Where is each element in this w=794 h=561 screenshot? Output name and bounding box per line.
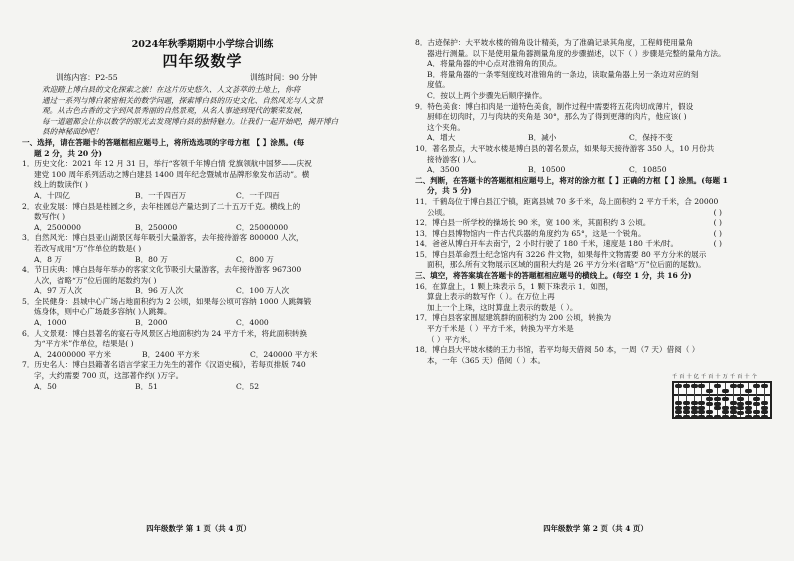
option-c: C．一千四百 bbox=[236, 190, 280, 200]
option-b: B．80 万 bbox=[135, 254, 168, 264]
option-c: C．10850 bbox=[629, 165, 667, 175]
question-1-cont: 建党 100 周年系列活动之博白建县 1400 周年纪念暨城市品牌形象发布活动”。横 bbox=[34, 169, 310, 179]
abacus-lower-bead bbox=[722, 397, 729, 401]
question-3: 3．自然风光：博白县亚山湖景区每年吸引大量游客，去年接待游客 800000 人次， bbox=[22, 233, 304, 243]
abacus-lower-bead bbox=[753, 402, 760, 406]
question-4-options bbox=[22, 286, 383, 297]
abacus-lower-bead bbox=[675, 406, 682, 410]
question-6-cont: 为“平方米”作单位，结果是( ) bbox=[34, 339, 134, 349]
abacus-lower-bead bbox=[753, 415, 760, 419]
question-1: 1．历史文化：2021 年 12 月 31 日，举行“客领千年博白情 党旗领航中国梦——庆祝 bbox=[22, 159, 312, 169]
abacus-upper-bead bbox=[737, 384, 744, 388]
abacus-lower-bead bbox=[691, 410, 698, 414]
abacus-lower-bead bbox=[698, 410, 705, 414]
abacus-upper-bead bbox=[706, 389, 713, 393]
option-c: C．100 万人次 bbox=[236, 286, 290, 296]
option-b: B．2400 平方米 bbox=[142, 349, 200, 359]
abacus-lower-bead bbox=[761, 401, 768, 405]
intro-paragraph bbox=[22, 85, 383, 138]
answer-paren: ( ) bbox=[713, 218, 722, 228]
abacus-upper-bead bbox=[722, 389, 729, 393]
abacus-lower-bead bbox=[722, 415, 729, 419]
abacus-lower-bead bbox=[675, 415, 682, 419]
option-a: A．1000 bbox=[34, 318, 67, 328]
question-7: 7．历史名人：博白县籍著名语言学家王力先生的著作《汉语史稿》，若每页排版 740 bbox=[22, 360, 306, 370]
question-10-cont: 接待游客( )人。 bbox=[427, 154, 481, 164]
option-b: B．2000 bbox=[135, 318, 168, 328]
abacus-lower-bead bbox=[683, 406, 690, 410]
question-17: 17．博白县客家围屋建筑群的面积约为 200 公顷，转换为 bbox=[415, 313, 612, 323]
question-1-options bbox=[22, 191, 383, 202]
training-time: 训练时间：90 分钟 bbox=[250, 73, 317, 82]
question-5: 5．全民健身：县城中心广场占地面积约为 2 公顷，如果每公顷可容纳 1000 人跳舞锻 bbox=[22, 296, 312, 306]
abacus-lower-bead bbox=[737, 402, 744, 406]
abacus-lower-bead bbox=[761, 415, 768, 419]
question-18: 18．博白县大平坡水楼的王力书馆，若平均每天借阅 50 本，一周（7 天）借阅（ ） bbox=[415, 345, 700, 355]
intro-line: 县的神秘面纱吧！ bbox=[42, 127, 103, 137]
abacus-upper-bead bbox=[761, 384, 768, 388]
abacus-lower-bead bbox=[675, 410, 682, 414]
abacus-lower-bead bbox=[761, 406, 768, 410]
abacus-lower-bead bbox=[737, 397, 744, 401]
abacus-lower-bead bbox=[730, 401, 737, 405]
question-11: 11．千鹤岛位于博白县江宁镇，距离县城 70 多千米，岛上面积约 2 平方千米，合 20000 bbox=[415, 196, 719, 206]
question-12 bbox=[415, 218, 774, 229]
question-18-cont: 本，一年（365 天）借阅（ ）本。 bbox=[427, 355, 546, 365]
option-a: A．增大 bbox=[427, 133, 456, 143]
intro-line: 观。从古色古香的文字到风景秀丽的自然景观，从名人事迹到现代的繁荣发展， bbox=[42, 106, 308, 116]
option-a: A．8 万 bbox=[34, 254, 62, 264]
abacus-upper-bead bbox=[691, 384, 698, 388]
question-7-options bbox=[22, 382, 383, 393]
abacus-lower-bead bbox=[691, 406, 698, 410]
option-b: B．10500 bbox=[528, 165, 566, 175]
abacus-lower-bead bbox=[706, 402, 713, 406]
abacus-lower-bead bbox=[722, 410, 729, 414]
abacus-lower-bead bbox=[706, 415, 713, 419]
exam-info bbox=[22, 71, 383, 85]
question-10: 10．著名景点，大平坡水楼是博白县的著名景点，如果每天接待游客 350 人，10 月份共 bbox=[415, 143, 715, 153]
option-b: B．51 bbox=[135, 381, 158, 391]
question-10-options bbox=[415, 165, 774, 176]
training-content: 训练内容：P2-55 bbox=[56, 73, 118, 82]
page-2 bbox=[397, 0, 794, 561]
question-8-cont: 器进行测量。以下是使用量角器测量角度的步骤描述，以下（ ）步骤是完整的量角方法。 bbox=[427, 48, 726, 58]
question-14-text: 14．爸爸从博白开车去南宁，2 小时行驶了 180 千米，速度是 180 千米/时。 bbox=[415, 239, 679, 249]
abacus-upper-bead bbox=[698, 384, 705, 388]
abacus-lower-bead bbox=[698, 401, 705, 405]
page-2-footer: 四年级数学 第 2 页（共 4 页） bbox=[543, 524, 648, 534]
question-2-cont: 数写作( ) bbox=[34, 212, 66, 222]
question-12-text: 12．博白县一所学校的操场长 90 米，宽 100 米，其面积约 3 公顷。 bbox=[415, 218, 651, 228]
question-2-options bbox=[22, 223, 383, 234]
question-3-options bbox=[22, 255, 383, 266]
section-1-heading: 一、选择，请在答题卡的答题框相应题号上，将所选选项的字母方框 【 】涂黑。(每 bbox=[22, 137, 305, 147]
answer-paren: ( ) bbox=[713, 207, 722, 217]
question-15-cont: 面积，那么所有文物展示区域的面积大约是 26 平方分米(省略“万”位后面的尾数)。 bbox=[427, 260, 706, 270]
exam-top-title: 2024年秋季期期中小学综合训练 bbox=[131, 39, 274, 50]
question-8-step-c: C．按以上两个步骤先后顺序操作。 bbox=[427, 90, 547, 100]
abacus-lower-bead bbox=[706, 397, 713, 401]
question-11-tail: 公顷。 bbox=[427, 207, 450, 217]
option-a: A．24000000 平方米 bbox=[34, 349, 111, 359]
option-b: B．96 万人次 bbox=[135, 286, 184, 296]
abacus-frame bbox=[672, 381, 772, 419]
option-c: C．保持不变 bbox=[629, 133, 673, 143]
section-2-heading-cont: 分，共 5 分) bbox=[427, 186, 472, 196]
section-2-heading: 二、判断，在答题卡的答题框相应题号上，将对的涂方框【 】正确的方框【 】涂黑。(每题 1 bbox=[415, 175, 728, 185]
question-1-cont: 线上的数读作( ) bbox=[34, 180, 88, 190]
abacus-upper-bead bbox=[675, 384, 682, 388]
abacus-lower-bead bbox=[691, 415, 698, 419]
abacus-lower-bead bbox=[730, 415, 737, 419]
question-15: 15．博白县革命烈士纪念馆内有 3226 件文物，如果每件文物需要 80 平方分米的展示 bbox=[415, 249, 707, 259]
answer-paren: ( ) bbox=[713, 228, 722, 238]
abacus-figure bbox=[672, 374, 772, 424]
abacus-lower-bead bbox=[745, 415, 752, 419]
abacus-lower-bead bbox=[753, 397, 760, 401]
question-13-text: 13．博白县博物馆内一件古代兵器的角度约为 65°，这是一个锐角。 bbox=[415, 228, 646, 238]
question-3-cont: 若改写成用“万”作单位的数是( ) bbox=[34, 243, 142, 253]
abacus-lower-bead bbox=[761, 410, 768, 414]
abacus-upper-bead bbox=[730, 384, 737, 388]
abacus-lower-bead bbox=[745, 410, 752, 414]
abacus-lower-bead bbox=[745, 406, 752, 410]
question-14 bbox=[415, 239, 774, 250]
option-a: A．3500 bbox=[427, 165, 460, 175]
question-17-cont: （ ）平方米。 bbox=[427, 334, 475, 344]
abacus-lower-bead bbox=[675, 401, 682, 405]
abacus-lower-bead bbox=[737, 406, 744, 410]
abacus-lower-bead bbox=[691, 401, 698, 405]
section-1-heading-cont: 题 2 分，共 20 分) bbox=[34, 148, 102, 158]
question-9-cont: 厨师在切肉时，刀与肉块的夹角是 30°，那么为了得到更薄的肉片，他应该( ) bbox=[427, 112, 687, 122]
option-b: B．一千四百万 bbox=[135, 190, 187, 200]
question-8-step-b-cont: 度值。 bbox=[427, 80, 450, 90]
intro-line: 通过一系列与博白紧密相关的数学问题，探索博白县的历史文化、自然风光与人文景 bbox=[42, 95, 323, 105]
abacus-lower-bead bbox=[683, 401, 690, 405]
option-a: A．50 bbox=[34, 381, 57, 391]
question-8-step-b: B．将量角器的一条零刻度线对准锦角的一条边，读取量角器上另一条边对应的刻 bbox=[427, 69, 699, 79]
exam-main-title: 四年级数学 bbox=[162, 52, 243, 70]
option-a: A．97 万人次 bbox=[34, 286, 82, 296]
option-a: A．十四亿 bbox=[34, 190, 70, 200]
abacus-lower-bead bbox=[714, 397, 721, 401]
abacus-lower-bead bbox=[730, 406, 737, 410]
question-8: 8．古迹保护：大平坡水楼的锦角设计精美，为了准确记录其角度，工程师使用量角 bbox=[415, 38, 694, 47]
question-5-cont: 炼身体，则中心广场最多容纳( )人跳舞。 bbox=[34, 307, 172, 317]
question-7-cont: 字，大约需要 700 页，这部著作约( )万字。 bbox=[34, 371, 184, 381]
question-13 bbox=[415, 229, 774, 240]
abacus-lower-bead bbox=[714, 415, 721, 419]
question-9-cont: 这个夹角。 bbox=[427, 122, 465, 132]
question-16: 16．在算盘上，1 颗上珠表示 5，1 颗下珠表示 1．如图， bbox=[415, 281, 614, 291]
abacus-lower-bead bbox=[745, 401, 752, 405]
option-b: B．减小 bbox=[528, 133, 557, 143]
question-17-cont: 平方千米是（ ）平方千米，转换为平方米是 bbox=[427, 324, 574, 334]
abacus-lower-bead bbox=[683, 410, 690, 414]
question-9: 9．特色美食：博白扣肉是一道特色美食，制作过程中需要将五花肉切成薄片，假设 bbox=[415, 101, 694, 111]
question-4: 4．节日庆典：博白县每年举办的客家文化节吸引大量游客，去年接待游客 967300 bbox=[22, 265, 302, 275]
abacus-lower-bead bbox=[753, 410, 760, 414]
abacus-upper-bead bbox=[745, 389, 752, 393]
option-a: A．2500000 bbox=[34, 222, 81, 232]
question-16-cont: 加上一个上珠，这时算盘上表示的数是（ ）。 bbox=[427, 302, 578, 312]
question-8-step-a: A．将量角器的中心点对准锦角的顶点。 bbox=[427, 59, 562, 69]
question-6-options bbox=[22, 350, 383, 361]
option-c: C．800 万 bbox=[236, 254, 274, 264]
abacus-upper-bead bbox=[683, 384, 690, 388]
abacus-lower-bead bbox=[722, 406, 729, 410]
option-c: C．52 bbox=[236, 381, 260, 391]
question-16-cont: 算盘上表示的数写作（ ）。在万位上再 bbox=[427, 292, 555, 302]
question-9-options bbox=[415, 133, 774, 144]
abacus-lower-bead bbox=[698, 406, 705, 410]
abacus-lower-bead bbox=[706, 410, 713, 414]
answer-paren: ( ) bbox=[713, 239, 722, 249]
abacus-lower-bead bbox=[737, 411, 744, 415]
question-6: 6．人文景观：博白县著名的宴石寺风景区占地面积约为 24 平方千米，将此面积转换 bbox=[22, 328, 308, 338]
intro-line: 欢迎踏上博白县的文化探索之旅！在这片历史悠久、人文荟萃的土地上，你将 bbox=[42, 85, 301, 94]
option-c: C．4000 bbox=[236, 318, 269, 328]
question-5-options bbox=[22, 318, 383, 329]
abacus-place-labels: 千 百 十 亿 千 百 十 万 千 百 十 个 bbox=[672, 374, 757, 380]
question-11-cont bbox=[415, 208, 774, 219]
option-b: B．250000 bbox=[135, 222, 178, 232]
abacus-upper-bead bbox=[753, 384, 760, 388]
option-c: C．25000000 bbox=[236, 222, 289, 232]
section-3-heading: 三、填空，将答案填在答题卡的答题框相应题号的横线上。(每空 1 分，共 16 分) bbox=[415, 271, 692, 281]
abacus-lower-bead bbox=[714, 406, 721, 410]
abacus-lower-bead bbox=[698, 415, 705, 419]
abacus-lower-bead bbox=[683, 415, 690, 419]
question-2: 2．农业发展：博白县是桂圆之乡，去年桂圆总产量达到了二十五万千克。横线上的 bbox=[22, 201, 301, 211]
intro-line: 每一道题都会让你以数学的眼光去发现博白县的独特魅力。让我们一起开始吧，揭开博白 bbox=[42, 116, 339, 126]
question-4-cont: 人次，省略“万”位后面的尾数约为( ) bbox=[34, 275, 157, 285]
abacus-lower-bead bbox=[730, 410, 737, 414]
abacus-lower-bead bbox=[714, 402, 721, 406]
page-1-footer: 四年级数学 第 1 页（共 4 页） bbox=[146, 524, 251, 534]
option-c: C．240000 平方米 bbox=[250, 349, 318, 359]
abacus-upper-bead bbox=[714, 384, 721, 388]
